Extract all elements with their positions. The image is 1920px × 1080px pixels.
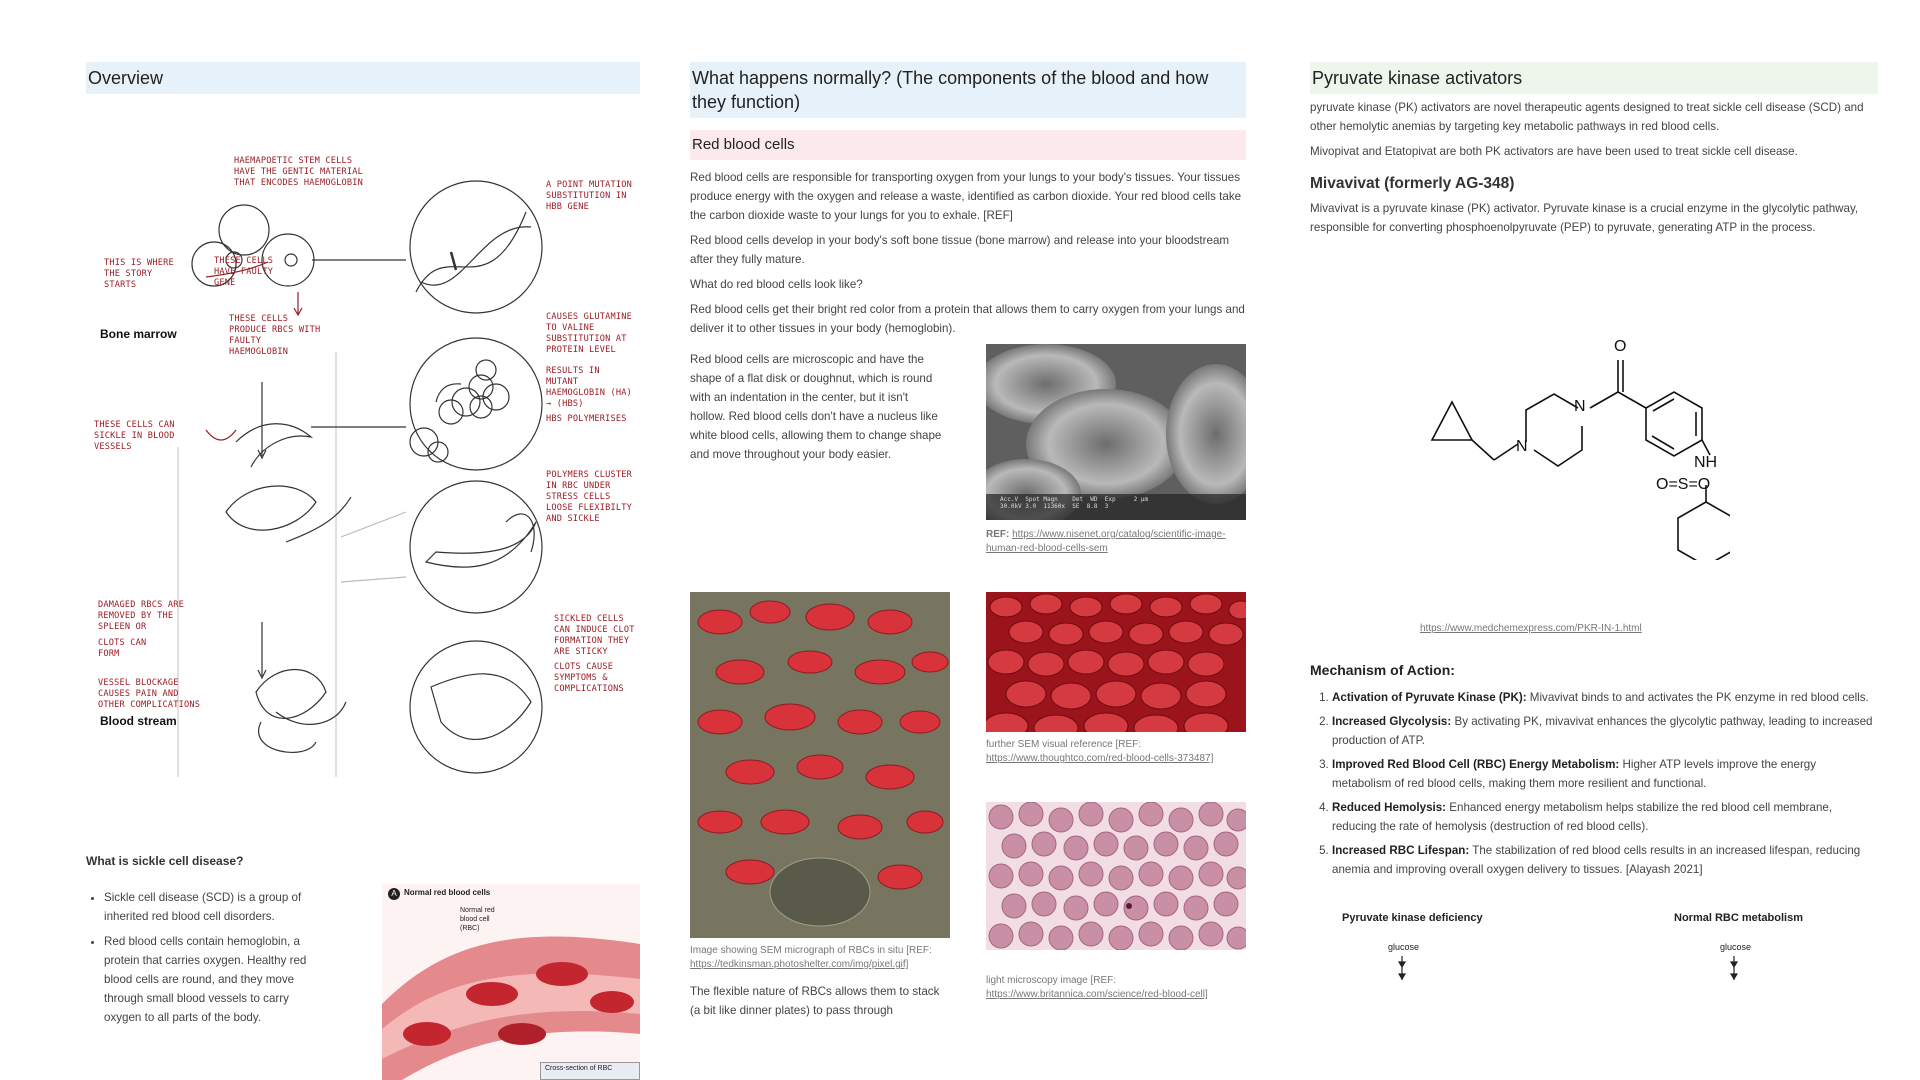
moa-term: Increased Glycolysis: xyxy=(1332,715,1452,728)
list-item: • Red blood cells contain hemoglobin, a protein that carries oxygen. Healthy red blood cells are round, and they move through small blood vessels to carry oxygen to all parts of the body. xyxy=(104,932,326,1027)
diagram-badge: A xyxy=(388,888,400,900)
list-item xyxy=(1332,841,1878,879)
glucose-right: glucose xyxy=(1720,942,1752,952)
note-damaged: DAMAGED RBCS ARE REMOVED BY THE SPLEEN OR xyxy=(98,600,184,632)
sem-grey-caption xyxy=(986,528,1226,556)
moa-term: Improved Red Blood Cell (RBC) Energy Metabolism: xyxy=(1332,758,1620,771)
note-mutant: RESULTS IN MUTANT HAEMOGLOBIN (HA) → (HBS) xyxy=(546,366,632,409)
note-clots-form: CLOTS CAN FORM xyxy=(98,638,147,659)
moa-list xyxy=(1310,688,1878,884)
britannica-link[interactable]: https://www.britannica.com/science/red-blood-cell] xyxy=(986,989,1208,1000)
light-microscopy-caption xyxy=(986,974,1246,1002)
sickle-cell-sketch xyxy=(86,102,640,872)
sem-red-image xyxy=(986,592,1246,732)
list-item xyxy=(1332,688,1878,707)
rbc-paragraph-5: The flexible nature of RBCs allows them to stack (a bit like dinner plates) to pass through xyxy=(690,985,940,1017)
moa-term: Reduced Hemolysis: xyxy=(1332,801,1447,814)
moa-text: Higher ATP levels improve the energy metabolism of red blood cells, making them more resilient and functional. xyxy=(1332,758,1817,790)
moa-heading: Mechanism of Action: xyxy=(1310,662,1455,678)
atom-n-2: N xyxy=(1574,398,1586,415)
sem-red-drawing xyxy=(986,592,1246,732)
pk-paragraph-2: Mivopivat and Etatopivat are both PK activators are have been used to treat sickle cell disease. xyxy=(1310,145,1798,158)
note-hbs: HBS POLYMERISES xyxy=(546,414,627,424)
bone-marrow-label: Bone marrow xyxy=(100,327,177,341)
blood-stream-label: Blood stream xyxy=(100,714,177,728)
pk-activators-column xyxy=(1310,62,1878,952)
note-stem-cells: HAEMAPOETIC STEM CELLS HAVE THE GENTIC MATERIAL THAT ENCODES HAEMOGLOBIN xyxy=(234,156,363,188)
note-clots: SICKLED CELLS CAN INDUCE CLOT FORMATION THEY ARE STICKY xyxy=(554,614,635,657)
medchemexpress-link[interactable]: https://www.medchemexpress.com/PKR-IN-1.html xyxy=(1420,623,1642,634)
note-story: THIS IS WHERE THE STORY STARTS xyxy=(104,258,174,290)
overview-column xyxy=(86,62,640,1072)
note-faulty-gene: THESE CELLS HAVE FAULTY GENE xyxy=(214,256,274,288)
moa-term: Activation of Pyruvate Kinase (PK): xyxy=(1332,691,1527,704)
nisenet-link[interactable]: https://www.nisenet.org/catalog/scientific-image-human-red-blood-cells-sem xyxy=(986,529,1226,554)
rbc-vessel-diagram xyxy=(382,884,640,1080)
light-microscopy-image xyxy=(986,802,1246,950)
moa-term: Increased RBC Lifespan: xyxy=(1332,844,1470,857)
sem-in-situ-caption xyxy=(690,944,960,972)
sickle-question: What is sickle cell disease? xyxy=(86,854,244,868)
diagram-title: Normal red blood cells xyxy=(404,888,491,897)
diagram-cell-label: Normal red blood cell (RBC) xyxy=(460,907,495,932)
atom-nh: NH xyxy=(1694,454,1718,471)
rbc-subheading: Red blood cells xyxy=(690,130,1246,160)
sem-info-bar: Acc.V Spot Magn Det WD Exp 2 µm 30.0kV 3.0 11360x SE 8.8 3 xyxy=(1000,496,1149,510)
sickle-bullets xyxy=(86,888,326,1080)
sem-in-situ-image xyxy=(690,592,950,938)
note-polymers: POLYMERS CLUSTER IN RBC UNDER STRESS CELLS LOOSE FLEXIBILTY AND SICKLE xyxy=(546,470,632,524)
pk-paragraph-1: pyruvate kinase (PK) activators are novel therapeutic agents designed to treat sickle cell disease (SCD) and other hemolytic anemias by targeting key metabolic pathways in red blood cells. xyxy=(1310,101,1864,133)
pk-heading: Pyruvate kinase activators xyxy=(1310,62,1878,94)
sem-image-grey xyxy=(986,344,1246,520)
moa-text: The stabilization of red blood cells results in an increased lifespan, reducing anemia and improving overall oxygen delivery to tissues. [Alayash 2021] xyxy=(1332,844,1861,876)
sem-red-caption xyxy=(986,738,1226,766)
note-vessel: VESSEL BLOCKAGE CAUSES PAIN AND OTHER COMPLICATIONS xyxy=(98,678,201,710)
note-mutation: A POINT MUTATION SUBSTITUTION IN HBB GENE xyxy=(546,180,632,212)
list-item xyxy=(1332,712,1878,750)
mivavivat-heading: Mivavivat (formerly AG-348) xyxy=(1310,175,1515,192)
mivavivat-paragraph: Mivavivat is a pyruvate kinase (PK) activator. Pyruvate kinase is a crucial enzyme in the glycolytic pathway, responsible for converting phosphoenolpyruvate (PEP) to pyruvate, generating ATP in the process. xyxy=(1310,202,1859,234)
list-item xyxy=(1332,798,1878,836)
note-symptoms: CLOTS CAUSE SYMPTOMS & COMPLICATIONS xyxy=(554,662,624,694)
thoughtco-link[interactable]: https://www.thoughtco.com/red-blood-cells-373487] xyxy=(986,753,1214,764)
chemical-structure xyxy=(1410,330,1730,560)
light-microscopy-drawing xyxy=(986,802,1246,950)
moa-text: Enhanced energy metabolism helps stabilize the red blood cell membrane, reducing the rate of hemolysis (destruction of red blood cells). xyxy=(1332,801,1833,833)
rbc-question: What do red blood cells look like? xyxy=(690,278,863,291)
normal-heading: What happens normally? (The components of the blood and how they function) xyxy=(690,62,1246,118)
tedkinsman-link[interactable]: https://tedkinsman.photoshelter.com/img/pixel.gif] xyxy=(690,959,909,970)
sem-in-situ-drawing xyxy=(690,592,950,938)
caption-text: light microscopy image [REF: xyxy=(986,975,1117,986)
normal-metabolism-heading: Normal RBC metabolism xyxy=(1674,912,1803,924)
ref-label: REF: xyxy=(986,529,1010,540)
structure-reference xyxy=(1420,622,1642,636)
caption-text: further SEM visual reference [REF: xyxy=(986,739,1142,750)
pk-deficiency-heading: Pyruvate kinase deficiency xyxy=(1342,912,1483,924)
normal-blood-column xyxy=(690,62,1246,1017)
note-produce: THESE CELLS PRODUCE RBCS WITH FAULTY HAEMOGLOBIN xyxy=(229,314,321,357)
rbc-paragraph-4: Red blood cells are microscopic and have the shape of a flat disk or doughnut, which is round with an indentation in the center, but it isn't hollow. Red blood cells don't have a nucleus like white blood cells, allowing them to change shape and move throughout your body easier. xyxy=(690,353,942,461)
list-item: • Sickle cell disease (SCD) is a group of inherited red blood cell disorders. xyxy=(104,888,326,926)
vessel-drawing xyxy=(382,884,640,1080)
overview-heading: Overview xyxy=(86,62,640,94)
moa-text: By activating PK, mivavivat enhances the glycolytic pathway, leading to increased production of ATP. xyxy=(1332,715,1873,747)
sem-grey-drawing xyxy=(986,344,1246,520)
moa-text: Mivavivat binds to and activates the PK enzyme in red blood cells. xyxy=(1526,691,1869,704)
note-glutamine: CAUSES GLUTAMINE TO VALINE SUBSTITUTION AT PROTEIN LEVEL xyxy=(546,312,632,355)
caption-text: Image showing SEM micrograph of RBCs in situ [REF: xyxy=(690,945,932,956)
rbc-paragraph-2: Red blood cells develop in your body's soft bone tissue (bone marrow) and release into your bloodstream after they fully mature. xyxy=(690,234,1230,266)
list-item xyxy=(1332,755,1878,793)
rbc-paragraph-3: Red blood cells get their bright red color from a protein that allows them to carry oxygen from your lungs and deliver it to other tissues in your body (hemoglobin). xyxy=(690,303,1245,335)
atom-so2: O=S=O xyxy=(1656,476,1711,493)
diagram-cross-label: Cross-section of RBC xyxy=(540,1062,640,1080)
pathway-arrows xyxy=(1310,954,1878,994)
atom-o-carbonyl: O xyxy=(1614,338,1627,355)
atom-n-1: N xyxy=(1516,438,1528,455)
structure-drawing xyxy=(1410,330,1730,560)
note-sickle-vessels: THESE CELLS CAN SICKLE IN BLOOD VESSELS xyxy=(94,420,175,452)
rbc-paragraph-1: Red blood cells are responsible for transporting oxygen from your lungs to your body's tissues. Your tissues produce energy with the oxygen and release a waste, identified as carbon dioxide. Your red blood cells take the carbon dioxide waste to your lungs for you to exhale. [REF] xyxy=(690,171,1242,222)
glucose-left: glucose xyxy=(1388,942,1420,952)
